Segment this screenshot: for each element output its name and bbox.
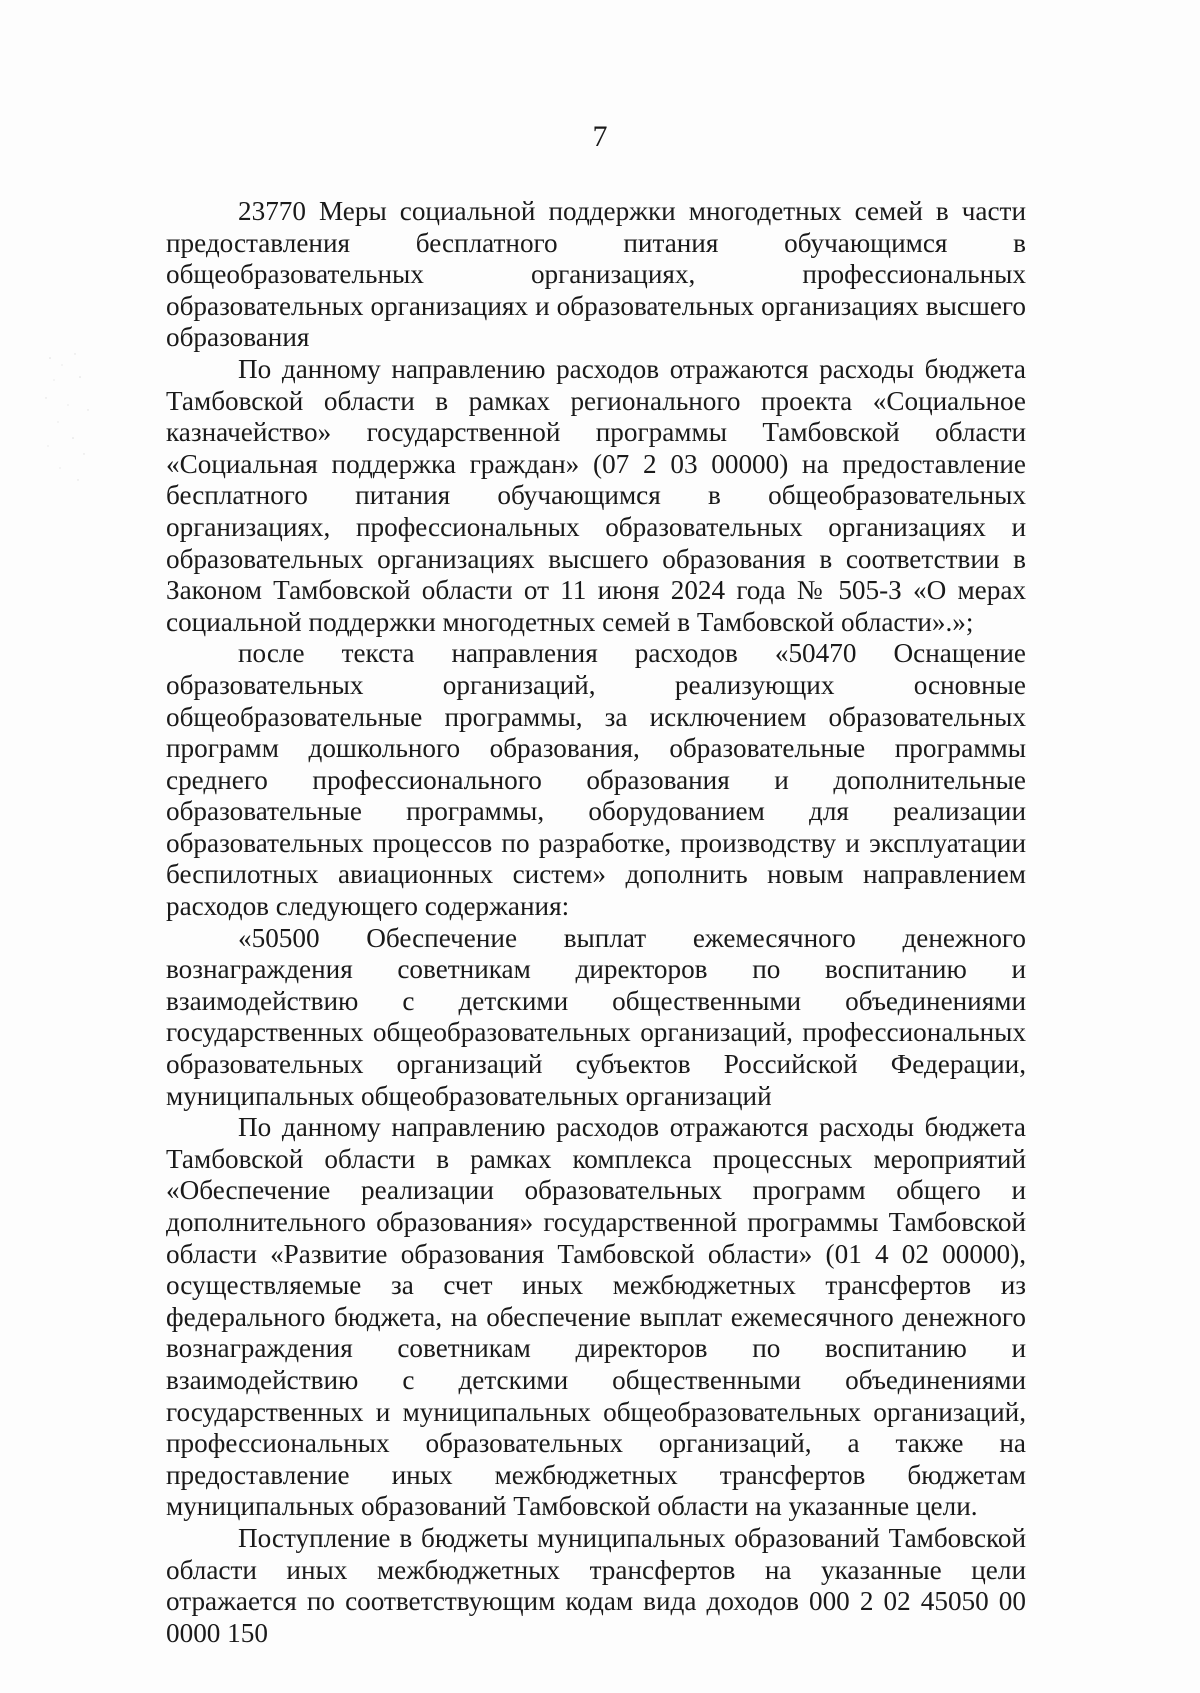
scan-noise-speckles (40, 350, 100, 490)
page-number: 7 (592, 120, 608, 153)
paragraph-expense-23770: 23770 Меры социальной поддержки многодетных семей в части предоставления бесплатного питания обучающимся в общеобразовательных организациях, профессиональных образовательных организациях и образовательных организациях высшего образования (166, 196, 1026, 353)
paragraph-expense-50500-description: По данному направлению расходов отражаются расходы бюджета Тамбовской области в рамках комплекса процессных мероприятий «Обеспечение реализации образовательных программ общего и дополнительного образования» государственной программы Тамбовской области «Развитие образования Тамбовской области» (01 4 02 00000), осуществляемые за счет иных межбюджетных трансфертов из федерального бюджета, на обеспечение выплат ежемесячного денежного вознаграждения советникам директоров по воспитанию и взаимодействию с детскими общественными объединениями государственных и муниципальных общеобразовательных организаций, профессиональных образовательных организаций, а также на предоставление иных межбюджетных трансфертов бюджетам муниципальных образований Тамбовской области на указанные цели. (166, 1112, 1026, 1522)
paragraph-expense-23770-description: По данному направлению расходов отражаются расходы бюджета Тамбовской области в рамках регионального проекта «Социальное казначейство» государственной программы Тамбовской области «Социальная поддержка граждан» (07 2 03 00000) на предоставление бесплатного питания обучающимся в общеобразовательных организациях, профессиональных образовательных организациях и образовательных организациях высшего образования в соответствии в Законом Тамбовской области от 11 июня 2024 года № 505-З «О мерах социальной поддержки многодетных семей в Тамбовской области».»; (166, 353, 1026, 637)
paragraph-amendment-after-50470: после текста направления расходов «50470 Оснащение образовательных организаций, реализующих основные общеобразовательные программы, за исключением образовательных программ дошкольного образования, образовательные программы среднего профессионального образования и дополнительные образовательные программы, оборудованием для реализации образовательных процессов по разработке, производству и эксплуатации беспилотных авиационных систем» дополнить новым направлением расходов следующего содержания: (166, 638, 1026, 922)
paragraph-revenue-receipt: Поступление в бюджеты муниципальных образований Тамбовской области иных межбюджетных трансфертов на указанные цели отражается по соответствующим кодам вида доходов 000 2 02 45050 00 0000 150 (166, 1522, 1026, 1648)
document-body (166, 196, 1026, 1649)
paragraph-expense-50500: «50500 Обеспечение выплат ежемесячного денежного вознаграждения советникам директоров по воспитанию и взаимодействию с детскими общественными объединениями государственных общеобразовательных организаций, профессиональных образовательных организаций субъектов Российской Федерации, муниципальных общеобразовательных организаций (166, 922, 1026, 1111)
